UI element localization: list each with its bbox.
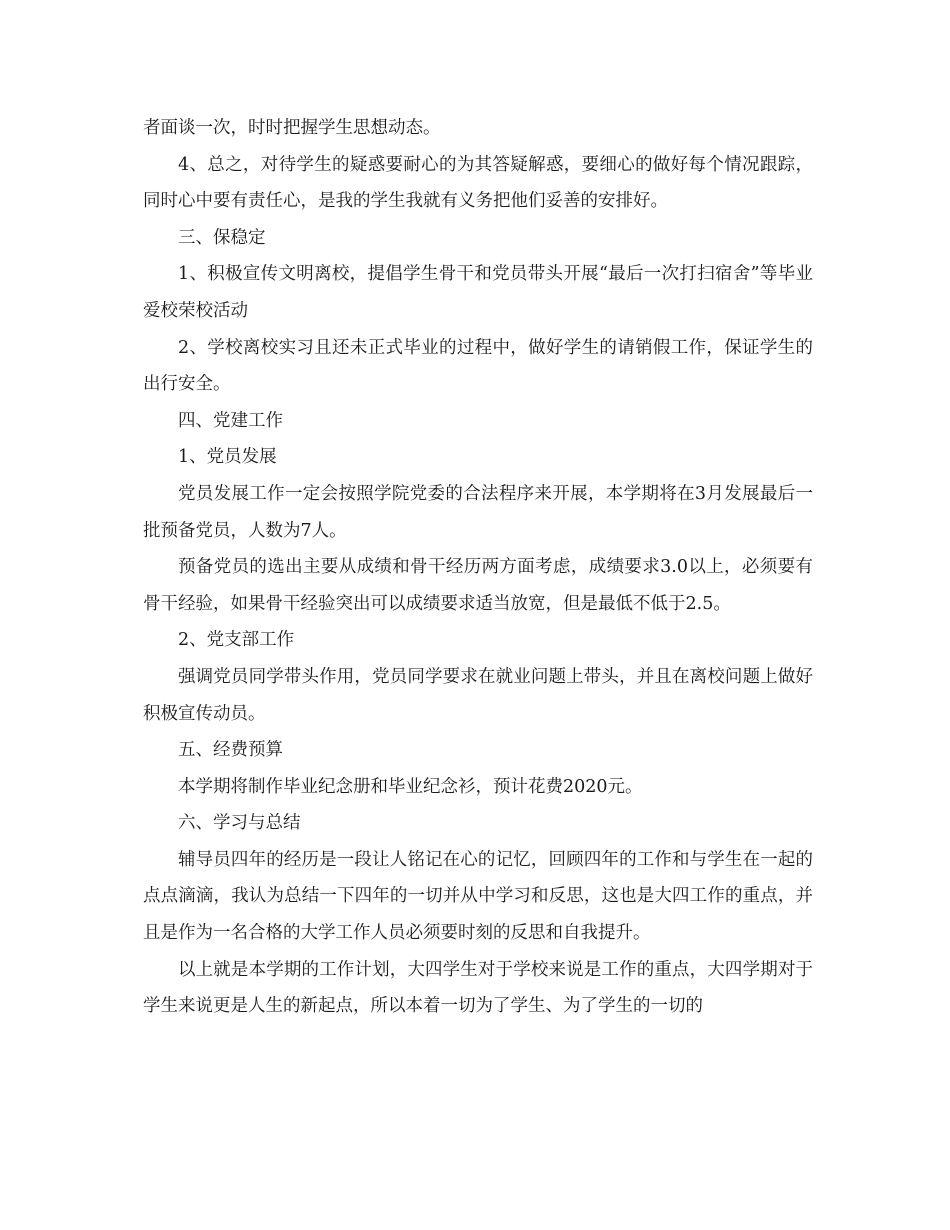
- paragraph: 预备党员的选出主要从成绩和骨干经历两方面考虑，成绩要求3.0以上，必须要有骨干经验，如果骨干经验突出可以成绩要求适当放宽，但是最低不低于2.5。: [143, 557, 813, 614]
- subsection-heading: 2、党支部工作: [178, 630, 295, 651]
- paragraph: 2、学校离校实习且还未正式毕业的过程中，做好学生的请销假工作，保证学生的出行安全。: [143, 337, 813, 395]
- paragraph: 1、积极宣传文明离校，提倡学生骨干和党员带头开展“最后一次打扫宿舍”等毕业爱校荣校活动: [143, 264, 813, 321]
- paragraph: 以上就是本学期的工作计划，大四学生对于学校来说是工作的重点，大四学期对于学生来说更是人生的新起点，所以本着一切为了学生、为了学生的一切的: [143, 959, 813, 1017]
- section-heading: 四、党建工作: [178, 410, 283, 431]
- paragraph: 辅导员四年的经历是一段让人铭记在心的记忆，回顾四年的工作和与学生在一起的点点滴滴，我认为总结一下四年的一切并从中学习和反思，这也是大四工作的重点，并且是作为一名合格的大学工作人员必须要时刻的反思和自我提升。: [143, 849, 813, 944]
- paragraph: 4、总之，对待学生的疑惑要耐心的为其答疑解惑，要细心的做好每个情况跟踪，同时心中要有责任心，是我的学生我就有义务把他们妥善的安排好。: [143, 154, 813, 212]
- section-heading: 六、学习与总结: [178, 813, 301, 834]
- paragraph: 本学期将制作毕业纪念册和毕业纪念衫，预计花费2020元。: [178, 776, 643, 797]
- section-heading: 五、经费预算: [178, 740, 283, 761]
- section-heading: 三、保稳定: [178, 227, 266, 248]
- paragraph: 者面谈一次，时时把握学生思想动态。: [143, 118, 441, 138]
- document-body: [143, 110, 813, 1025]
- paragraph: 党员发展工作一定会按照学院党委的合法程序来开展，本学期将在3月发展最后一批预备党员，人数为7人。: [143, 483, 813, 541]
- subsection-heading: 1、党员发展: [178, 447, 277, 468]
- paragraph: 强调党员同学带头作用，党员同学要求在就业问题上带头，并且在离校问题上做好积极宣传动员。: [143, 666, 813, 724]
